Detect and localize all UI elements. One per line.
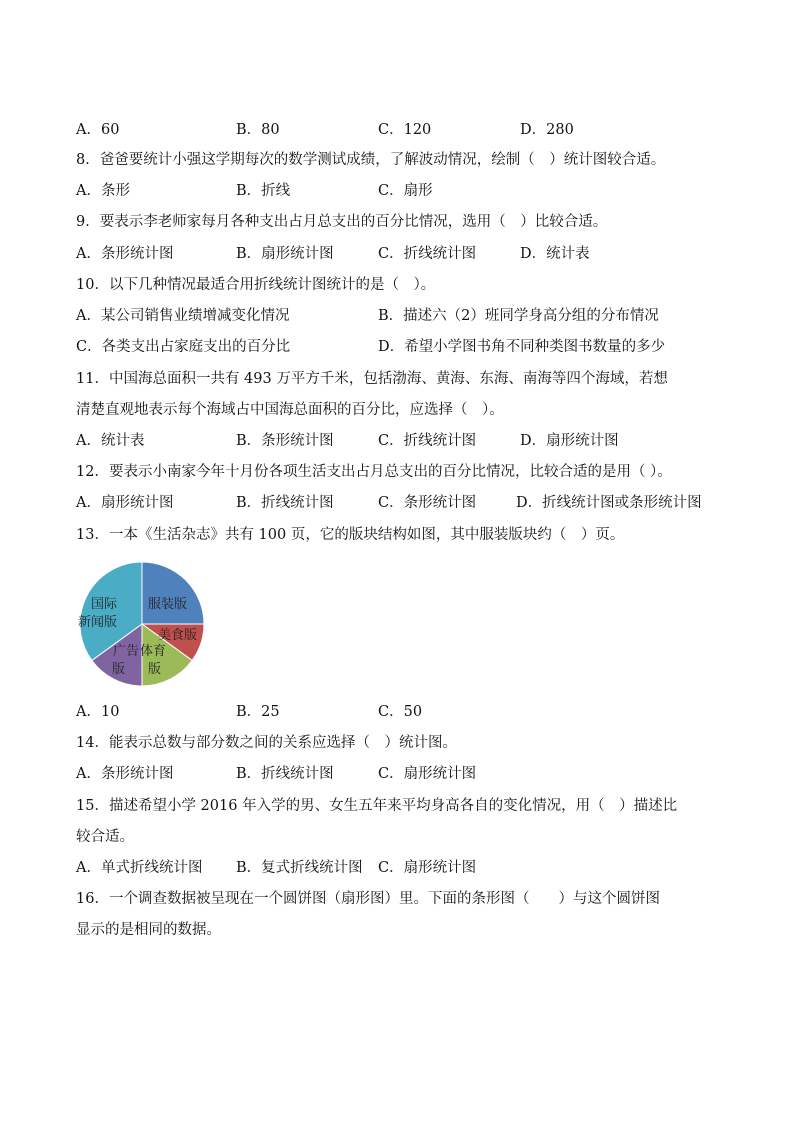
q12-option-b: B．折线统计图 xyxy=(236,495,334,511)
q15-option-b: B．复式折线统计图 xyxy=(236,860,363,876)
q15-stem-line1: 15．描述希望小学 2016 年入学的男、女生五年来平均身高各自的变化情况，用（ ）描述比 xyxy=(76,798,678,814)
q11-option-d: D．扇形统计图 xyxy=(520,433,619,449)
pie-label-sports-line2: 版 xyxy=(148,662,162,677)
pie-label-news-line2: 新闻版 xyxy=(78,615,118,630)
q7-option-b: B．80 xyxy=(236,122,280,138)
q7-option-c: C．120 xyxy=(378,122,432,138)
q10-option-d: D．希望小学图书角不同种类图书数量的多少 xyxy=(378,339,666,355)
q8-option-b: B．折线 xyxy=(236,183,291,199)
pie-label-news-line1: 国际 xyxy=(91,597,118,612)
q11-stem-line2: 清楚直观地表示每个海域占中国海总面积的百分比，应选择（ ）。 xyxy=(76,402,504,418)
q9-stem: 9．要表示李老师家每月各种支出占月总支出的百分比情况，选用（ ）比较合适。 xyxy=(76,214,608,230)
q11-option-b: B．条形统计图 xyxy=(236,433,334,449)
q15-stem-line2: 较合适。 xyxy=(76,829,134,845)
q12-option-c: C．条形统计图 xyxy=(378,495,477,511)
q10-option-b: B．描述六（2）班同学身高分组的分布情况 xyxy=(378,308,659,324)
q16-stem-line1: 16．一个调查数据被呈现在一个圆饼图（扇形图）里。下面的条形图（ ）与这个圆饼图 xyxy=(76,891,660,907)
q14-option-b: B．折线统计图 xyxy=(236,766,334,782)
q13-stem: 13．一本《生活杂志》共有 100 页，它的版块结构如图，其中服装版块约（ ）页。 xyxy=(76,527,625,543)
q9-option-d: D．统计表 xyxy=(520,246,590,262)
q12-option-a: A．扇形统计图 xyxy=(76,495,174,511)
q9-option-a: A．条形统计图 xyxy=(76,246,174,262)
q8-option-c: C．扇形 xyxy=(378,183,433,199)
pie-slice-0 xyxy=(142,562,204,624)
q10-stem: 10．以下几种情况最适合用折线统计图统计的是（ ）。 xyxy=(76,277,436,293)
q7-option-a: A．60 xyxy=(76,122,120,138)
q12-stem: 12．要表示小南家今年十月份各项生活支出占月总支出的百分比情况，比较合适的是用（ ）。 xyxy=(76,464,672,480)
pie-label-ads-line2: 版 xyxy=(112,662,126,677)
q10-option-c: C．各类支出占家庭支出的百分比 xyxy=(76,339,291,355)
q11-stem-line1: 11．中国海总面积一共有 493 万平方千米，包括渤海、黄海、东海、南海等四个海域，若想 xyxy=(76,371,668,387)
q9-option-c: C．折线统计图 xyxy=(378,246,477,262)
q11-option-c: C．折线统计图 xyxy=(378,433,477,449)
q14-stem: 14．能表示总数与部分数之间的关系应选择（ ）统计图。 xyxy=(76,735,457,751)
q11-option-a: A．统计表 xyxy=(76,433,145,449)
q8-option-a: A．条形 xyxy=(76,183,130,199)
pie-label-fashion: 服装版 xyxy=(148,597,188,612)
q12-option-d: D．折线统计图或条形统计图 xyxy=(516,495,702,511)
q7-option-d: D．280 xyxy=(520,122,574,138)
q10-option-a: A．某公司销售业绩增减变化情况 xyxy=(76,308,290,324)
pie-label-ads-line1: 广告 xyxy=(113,644,140,659)
pie-label-sports-line1: 体育 xyxy=(140,644,167,659)
q15-option-c: C．扇形统计图 xyxy=(378,860,477,876)
q16-stem-line2: 显示的是相同的数据。 xyxy=(76,922,221,938)
q13-option-b: B．25 xyxy=(236,704,280,720)
q13-option-c: C．50 xyxy=(378,704,423,720)
pie-label-food: 美食版 xyxy=(158,628,198,643)
q8-stem: 8．爸爸要统计小强这学期每次的数学测试成绩，了解波动情况，绘制（ ）统计图较合适。 xyxy=(76,152,666,168)
q14-option-a: A．条形统计图 xyxy=(76,766,174,782)
magazine-pie-chart xyxy=(78,560,206,688)
q14-option-c: C．扇形统计图 xyxy=(378,766,477,782)
q15-option-a: A．单式折线统计图 xyxy=(76,860,203,876)
q13-option-a: A．10 xyxy=(76,704,120,720)
q9-option-b: B．扇形统计图 xyxy=(236,246,334,262)
